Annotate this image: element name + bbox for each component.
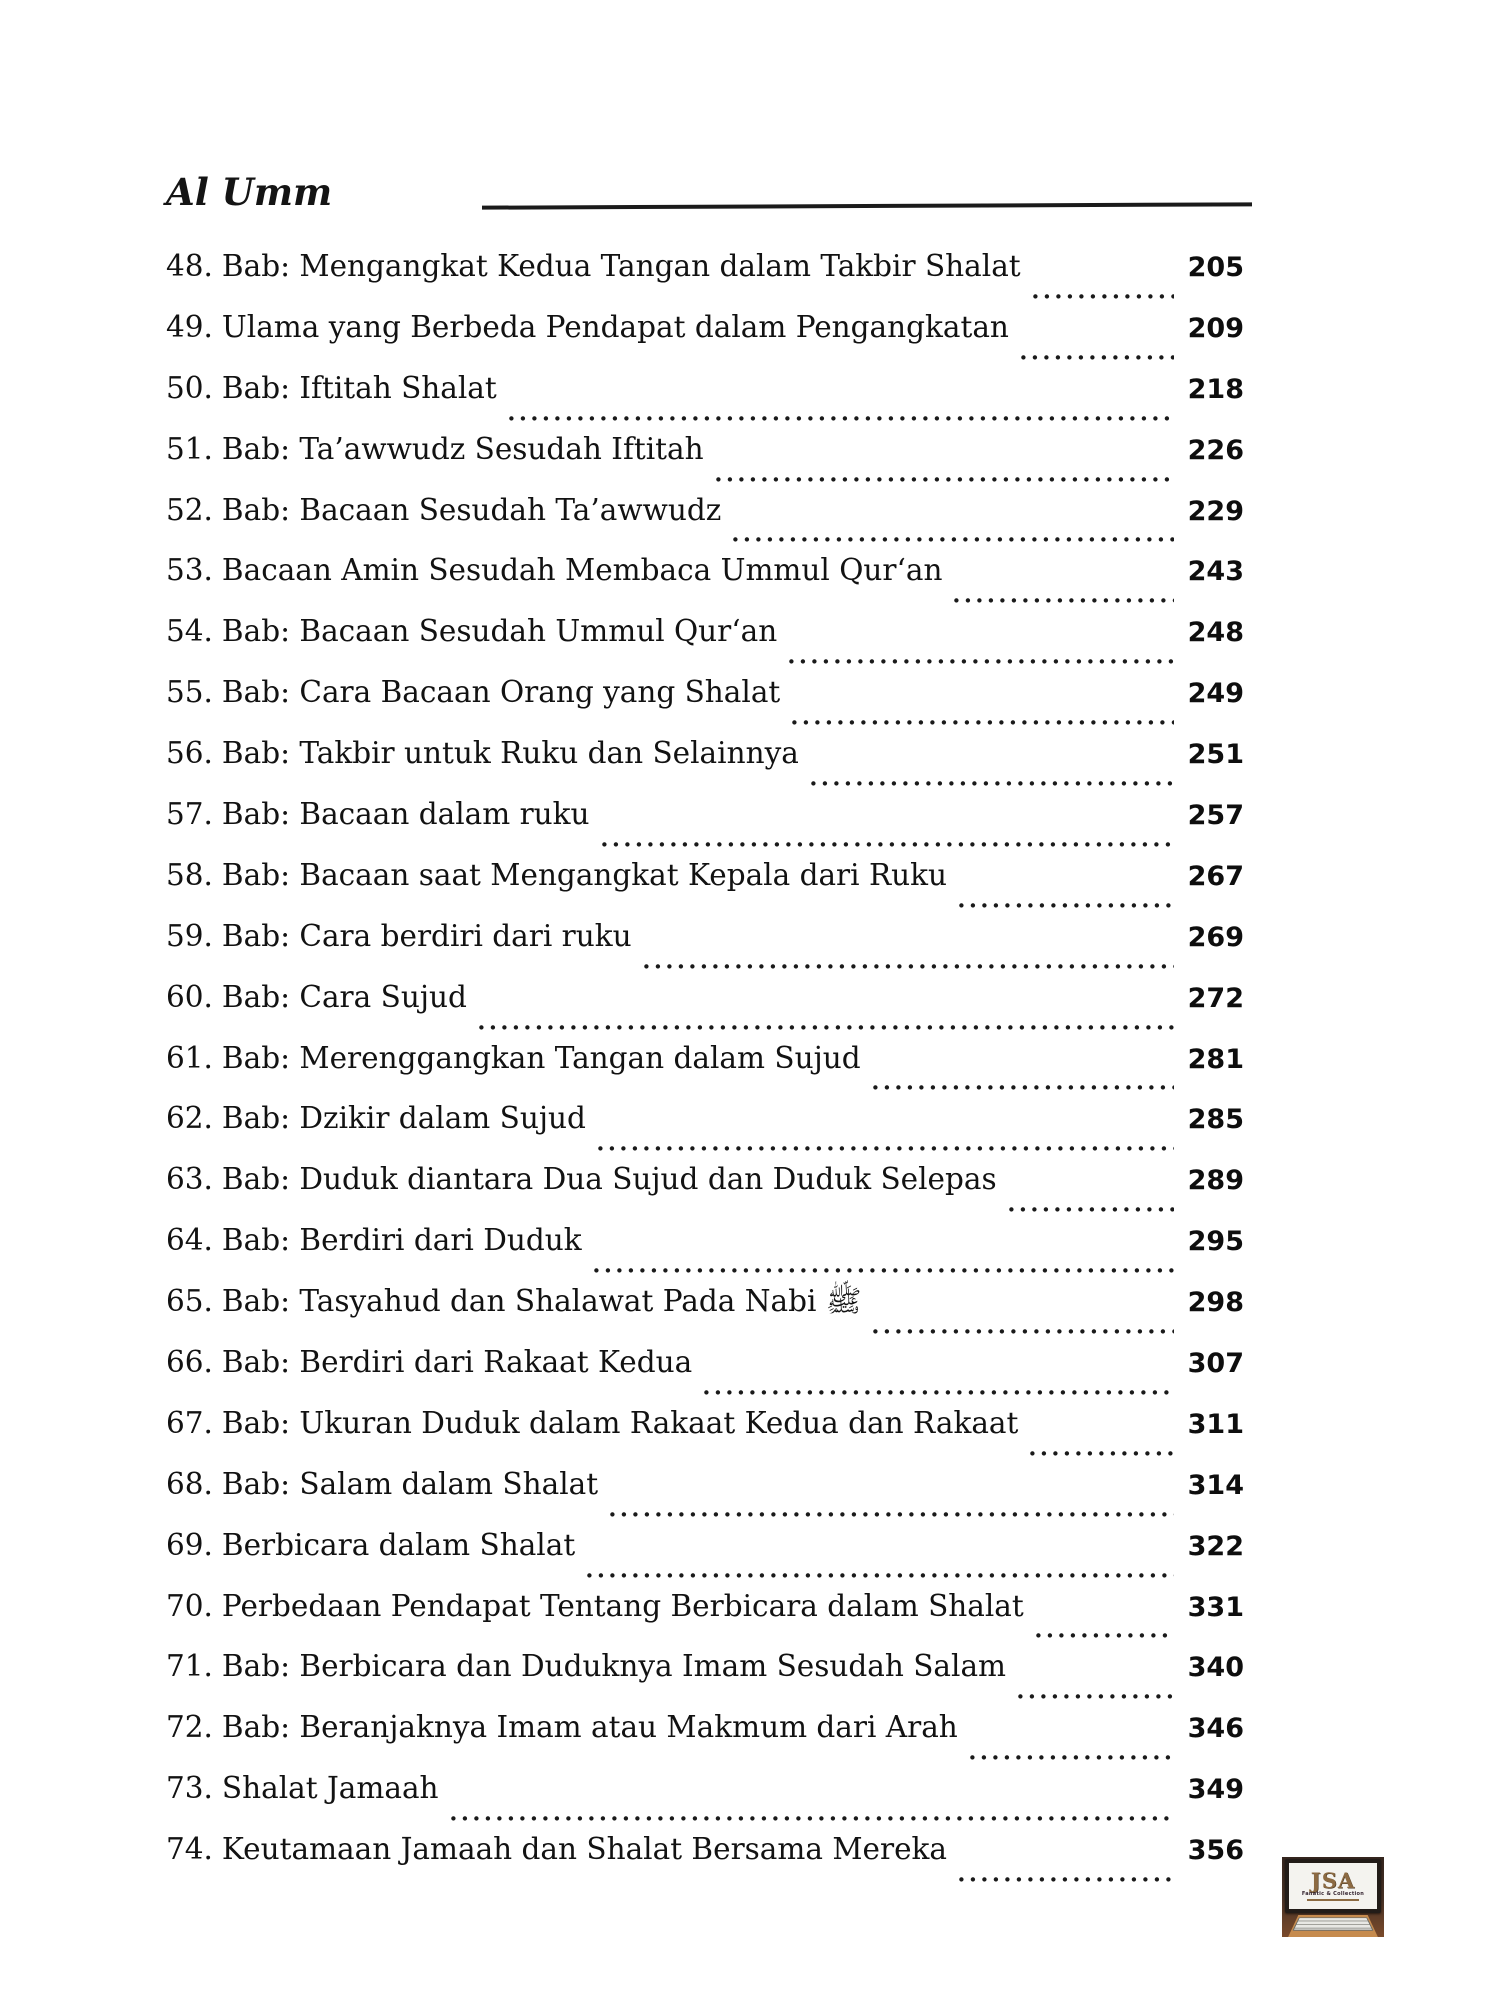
toc-entry [166,1526,1244,1587]
toc-entry-title: Bab: Berdiri dari Duduk [221,1223,582,1258]
dot-leader [1030,1451,1174,1456]
toc-entry [166,1282,1244,1343]
dot-leader [959,903,1174,908]
toc-entry [166,1465,1244,1526]
toc-entry-number: 55. [166,675,213,710]
toc-entry-number: 64. [166,1223,213,1258]
toc-entry [166,1160,1244,1221]
toc-entry [166,1769,1244,1830]
toc-entry-title: Bab: Tasyahud dan Shalawat Pada Nabi ﷺ [221,1284,862,1319]
toc-entry-number: 54. [166,614,213,649]
toc-entry-number: 59. [166,918,213,953]
page-title: Al Umm [166,170,333,214]
toc-entry-number: 62. [166,1101,213,1136]
toc-entry [166,734,1244,795]
toc-entry-title: Bab: Beranjaknya Imam atau Makmum dari Arah [221,1710,958,1745]
toc-entry-title: Bab: Ta’awwudz Sesudah Iftitah [221,431,704,466]
toc-entry-number: 48. [166,249,213,283]
dot-leader [789,659,1174,664]
dot-leader [792,720,1174,725]
toc-entry-number: 52. [166,492,213,527]
watermark-tagline-bar [1307,1899,1358,1901]
toc-entry-title: Bacaan Amin Sesudah Membaca Ummul Qur‘an [221,553,943,588]
toc-entry-page: 285 [1187,1104,1244,1136]
table-of-contents [166,247,1244,1891]
dot-leader [479,1025,1174,1030]
monitor-screen [1289,1863,1377,1909]
toc-entry-page: 257 [1187,800,1244,832]
toc-entry-title: Bab: Merenggangkan Tangan dalam Sujud [221,1040,861,1075]
toc-entry [166,491,1244,552]
dot-leader [602,842,1174,847]
dot-leader [954,598,1174,603]
toc-entry-title: Bab: Salam dalam Shalat [221,1466,599,1501]
toc-entry-number: 66. [166,1345,213,1380]
toc-entry-title: Bab: Berdiri dari Rakaat Kedua [221,1345,693,1380]
dot-leader [1009,1207,1174,1212]
toc-entry [166,1039,1244,1100]
toc-entry-page: 248 [1187,617,1244,649]
toc-entry-page: 226 [1187,434,1244,466]
toc-entry-number: 56. [166,736,213,771]
toc-entry-number: 73. [166,1771,213,1806]
toc-entry [166,1343,1244,1404]
dot-leader [644,964,1174,969]
dot-leader [594,1268,1174,1273]
toc-entry-title: Shalat Jamaah [221,1771,439,1806]
toc-entry [166,1221,1244,1282]
toc-entry-page: 249 [1187,678,1244,710]
toc-entry [166,673,1244,734]
toc-entry [166,856,1244,917]
toc-entry-title: Bab: Bacaan Sesudah Ta’awwudz [221,492,722,527]
toc-entry-number: 72. [166,1710,213,1745]
dot-leader [610,1512,1174,1517]
toc-entry-number: 50. [166,370,213,405]
toc-entry-number: 53. [166,553,213,588]
toc-entry-page: 314 [1187,1469,1244,1501]
toc-entry-title: Bab: Duduk diantara Dua Sujud dan Duduk Selepas [221,1162,997,1197]
dot-leader [970,1755,1174,1760]
toc-entry-number: 65. [166,1284,213,1319]
publisher-watermark [1282,1857,1384,1937]
toc-entry [166,1404,1244,1465]
toc-entry-page: 289 [1187,1165,1244,1197]
watermark-brand: JSA [1310,1868,1356,1893]
toc-entry-title: Keutamaan Jamaah dan Shalat Bersama Mereka [221,1832,948,1867]
toc-entry-number: 69. [166,1527,213,1562]
toc-entry [166,795,1244,856]
toc-entry-page: 349 [1187,1774,1244,1806]
dot-leader [811,781,1174,786]
dot-leader [733,537,1174,542]
toc-entry [166,430,1244,491]
toc-entry-title: Bab: Bacaan Sesudah Ummul Qur‘an [221,614,778,649]
watermark-subtitle: Fanatic & Collection [1301,1891,1365,1897]
toc-entry-title: Perbedaan Pendapat Tentang Berbicara dalam Shalat [221,1588,1024,1623]
toc-entry-title: Bab: Cara berdiri dari ruku [221,918,632,953]
toc-entry-title: Bab: Bacaan saat Mengangkat Kepala dari Ruku [221,857,948,892]
toc-entry-page: 331 [1187,1591,1244,1623]
toc-entry-title: Bab: Cara Sujud [221,979,467,1014]
toc-entry-number: 63. [166,1162,213,1197]
dot-leader [451,1816,1174,1821]
toc-entry-number: 60. [166,979,213,1014]
toc-entry-page: 346 [1187,1713,1244,1745]
toc-entry-page: 243 [1187,556,1244,588]
dot-leader [873,1329,1174,1334]
toc-entry-title: Ulama yang Berbeda Pendapat dalam Pengangkatan [221,309,1009,344]
dot-leader [1021,355,1174,360]
toc-entry-title: Bab: Iftitah Shalat [221,370,497,405]
toc-entry [166,1587,1244,1648]
dot-leader [1033,294,1174,299]
toc-entry-number: 67. [166,1405,213,1440]
dot-leader [509,416,1174,421]
toc-entry-page: 356 [1187,1835,1244,1867]
toc-entry-page: 340 [1187,1652,1244,1684]
toc-entry [166,369,1244,430]
toc-entry-page: 205 [1187,252,1244,283]
toc-entry-number: 49. [166,309,213,344]
toc-entry-number: 58. [166,857,213,892]
toc-entry-title: Bab: Takbir untuk Ruku dan Selainnya [221,736,799,771]
dot-leader [1036,1633,1174,1638]
toc-entry [166,308,1244,369]
toc-entry [166,1708,1244,1769]
toc-entry-page: 281 [1187,1043,1244,1075]
toc-entry-number: 68. [166,1466,213,1501]
header-divider [482,202,1252,209]
toc-entry [166,1830,1244,1891]
toc-entry-page: 269 [1187,921,1244,953]
dot-leader [1018,1694,1174,1699]
toc-entry [166,1647,1244,1708]
toc-entry-page: 209 [1187,312,1244,344]
toc-entry-page: 322 [1187,1530,1244,1562]
toc-entry-page: 229 [1187,495,1244,527]
toc-entry-number: 74. [166,1832,213,1867]
toc-entry-page: 218 [1187,373,1244,405]
toc-entry [166,1099,1244,1160]
toc-entry-page: 272 [1187,982,1244,1014]
toc-entry-page: 251 [1187,739,1244,771]
toc-entry-title: Bab: Berbicara dan Duduknya Imam Sesudah Salam [221,1649,1007,1684]
dot-leader [959,1877,1174,1882]
toc-entry-title: Bab: Dzikir dalam Sujud [221,1101,586,1136]
toc-entry-number: 51. [166,431,213,466]
dot-leader [587,1573,1174,1578]
toc-entry-page: 311 [1187,1408,1244,1440]
toc-entry-page: 298 [1187,1287,1244,1319]
toc-entry-number: 61. [166,1040,213,1075]
toc-entry-number: 57. [166,797,213,832]
toc-entry-title: Bab: Mengangkat Kedua Tangan dalam Takbir Shalat [221,249,1021,283]
toc-entry-page: 295 [1187,1226,1244,1258]
toc-entry-title: Bab: Bacaan dalam ruku [221,797,590,832]
toc-entry [166,978,1244,1039]
toc-entry-page: 267 [1187,860,1244,892]
toc-entry-page: 307 [1187,1348,1244,1380]
toc-entry [166,917,1244,978]
toc-entry-title: Bab: Ukuran Duduk dalam Rakaat Kedua dan Rakaat [221,1405,1019,1440]
toc-entry-title: Berbicara dalam Shalat [221,1527,576,1562]
toc-entry [166,612,1244,673]
toc-entry [166,551,1244,612]
toc-entry-number: 71. [166,1649,213,1684]
dot-leader [873,1085,1174,1090]
dot-leader [716,477,1174,482]
keyboard-icon [1292,1917,1373,1930]
toc-entry-number: 70. [166,1588,213,1623]
dot-leader [704,1390,1174,1395]
toc-entry [166,247,1244,308]
toc-entry-title: Bab: Cara Bacaan Orang yang Shalat [221,675,781,710]
dot-leader [598,1146,1174,1151]
monitor-icon [1285,1859,1381,1913]
